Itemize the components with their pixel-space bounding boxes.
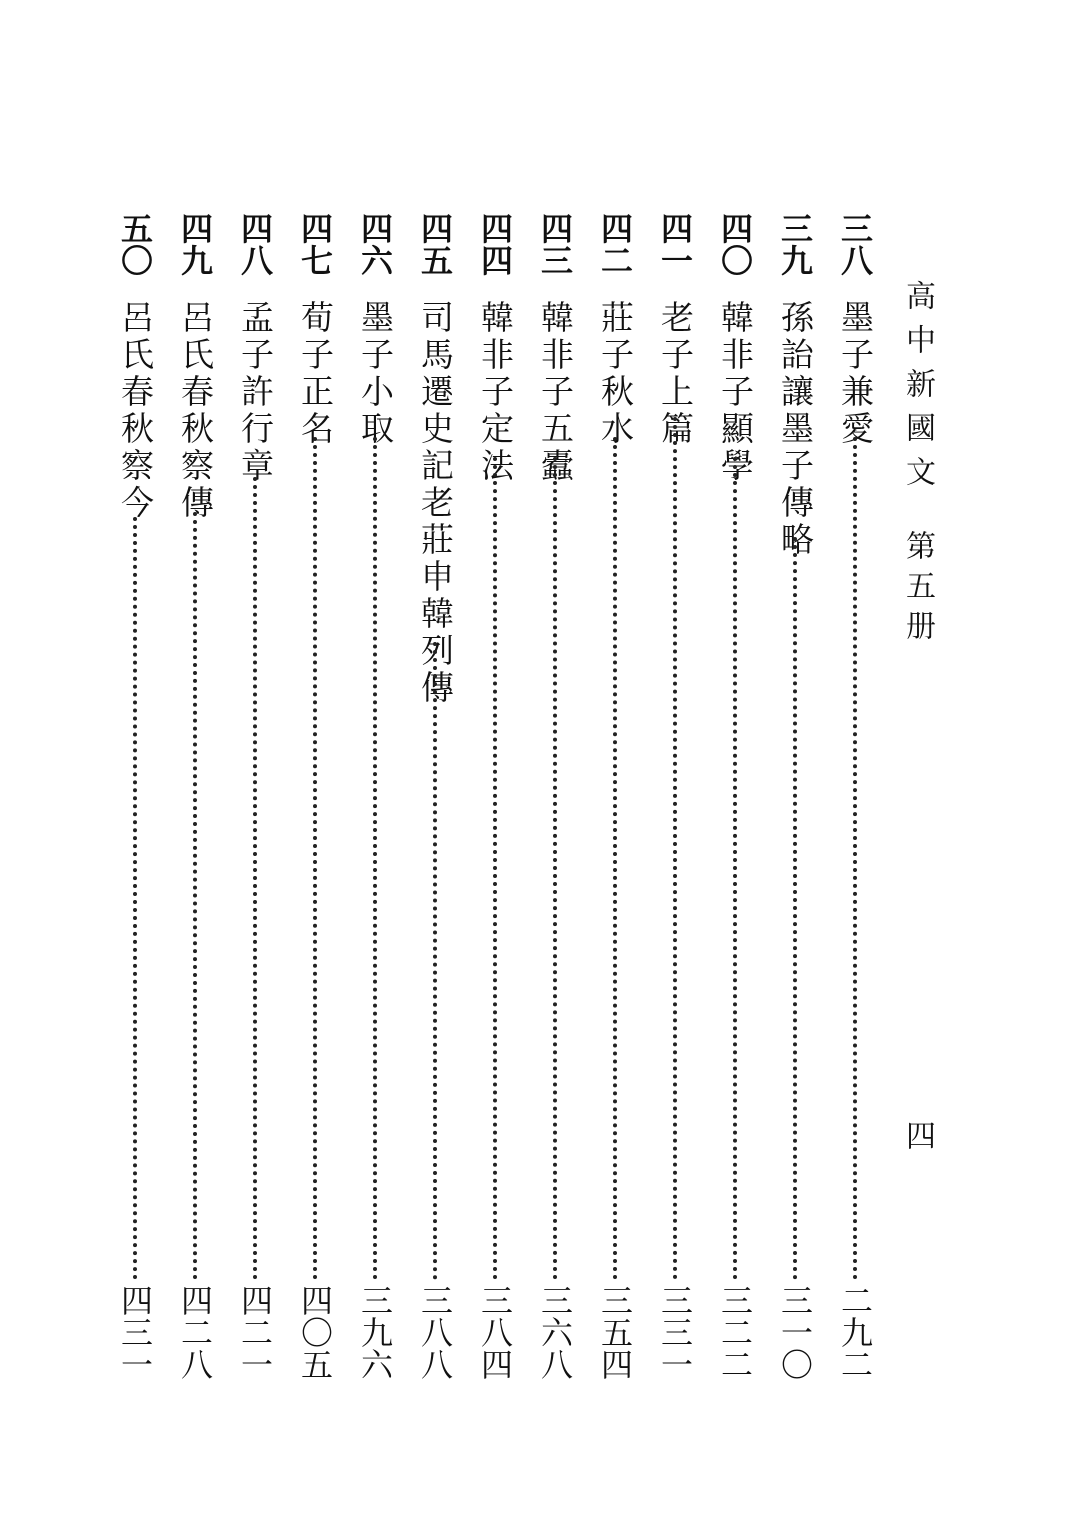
dot-leader — [133, 517, 137, 1280]
lesson-title: 荀子正名 — [296, 300, 335, 448]
running-header — [892, 280, 942, 1180]
lesson-number: 四三 — [536, 212, 574, 276]
lesson-page: 三八四 — [476, 1284, 514, 1380]
toc-entry — [350, 212, 400, 1392]
lesson-page: 三五四 — [596, 1284, 634, 1380]
lesson-number: 四七 — [296, 212, 334, 276]
toc-entry — [470, 212, 520, 1392]
book-title: 高中新國文 — [900, 280, 935, 500]
dot-leader — [733, 457, 737, 1280]
dot-leader — [193, 512, 197, 1280]
lesson-page: 四〇五 — [296, 1284, 334, 1380]
toc-entry — [590, 212, 640, 1392]
lesson-page: 二九二 — [836, 1284, 874, 1380]
lesson-page: 三八八 — [416, 1284, 454, 1380]
dot-leader — [313, 437, 317, 1280]
toc-entry — [230, 212, 280, 1392]
lesson-title: 老子上篇 — [656, 300, 695, 448]
lesson-page: 三九六 — [356, 1284, 394, 1380]
lesson-title: 韓非子定法 — [476, 300, 515, 485]
dot-leader — [673, 417, 677, 1280]
toc-entry — [530, 212, 580, 1392]
toc-entry — [650, 212, 700, 1392]
lesson-number: 四五 — [416, 212, 454, 276]
lesson-title: 呂氏春秋察今 — [116, 300, 155, 522]
toc-entry — [830, 212, 880, 1392]
page-number: 四 — [900, 1120, 935, 1150]
lesson-page: 三六八 — [536, 1284, 574, 1380]
dot-leader — [613, 437, 617, 1280]
lesson-title: 呂氏春秋察傳 — [176, 300, 215, 522]
toc-entry — [290, 212, 340, 1392]
dot-leader — [793, 537, 797, 1280]
lesson-title: 韓非子五蠹 — [536, 300, 575, 485]
lesson-page: 三二二 — [716, 1284, 754, 1380]
dot-leader — [493, 457, 497, 1280]
lesson-number: 三八 — [836, 212, 874, 276]
lesson-number: 五〇 — [116, 212, 154, 276]
lesson-page: 三三一 — [656, 1284, 694, 1380]
toc-entry — [110, 212, 160, 1392]
lesson-title: 莊子秋水 — [596, 300, 635, 448]
lesson-page: 四二一 — [236, 1284, 274, 1380]
lesson-page: 三一〇 — [776, 1284, 814, 1380]
lesson-title: 司馬遷史記老莊申韓列傳 — [416, 300, 455, 707]
table-of-contents — [100, 212, 880, 1392]
dot-leader — [553, 457, 557, 1280]
lesson-title: 墨子兼愛 — [836, 300, 875, 448]
dot-leader — [853, 437, 857, 1280]
lesson-title: 墨子小取 — [356, 300, 395, 448]
lesson-number: 四九 — [176, 212, 214, 276]
dot-leader — [253, 477, 257, 1280]
lesson-number: 四一 — [656, 212, 694, 276]
lesson-page: 四三一 — [116, 1284, 154, 1380]
lesson-page: 四二八 — [176, 1284, 214, 1380]
lesson-title: 孟子許行章 — [236, 300, 275, 485]
lesson-number: 四八 — [236, 212, 274, 276]
lesson-title: 孫詒讓墨子傳略 — [776, 300, 815, 559]
toc-entry — [410, 212, 460, 1392]
toc-entry — [770, 212, 820, 1392]
lesson-number: 四六 — [356, 212, 394, 276]
lesson-number: 三九 — [776, 212, 814, 276]
toc-entry — [170, 212, 220, 1392]
lesson-number: 四二 — [596, 212, 634, 276]
volume-label: 第五册 — [900, 530, 935, 650]
dot-leader — [373, 437, 377, 1280]
dot-leader — [433, 642, 437, 1280]
lesson-number: 四〇 — [716, 212, 754, 276]
lesson-title: 韓非子顯學 — [716, 300, 755, 485]
toc-entry — [710, 212, 760, 1392]
lesson-number: 四四 — [476, 212, 514, 276]
